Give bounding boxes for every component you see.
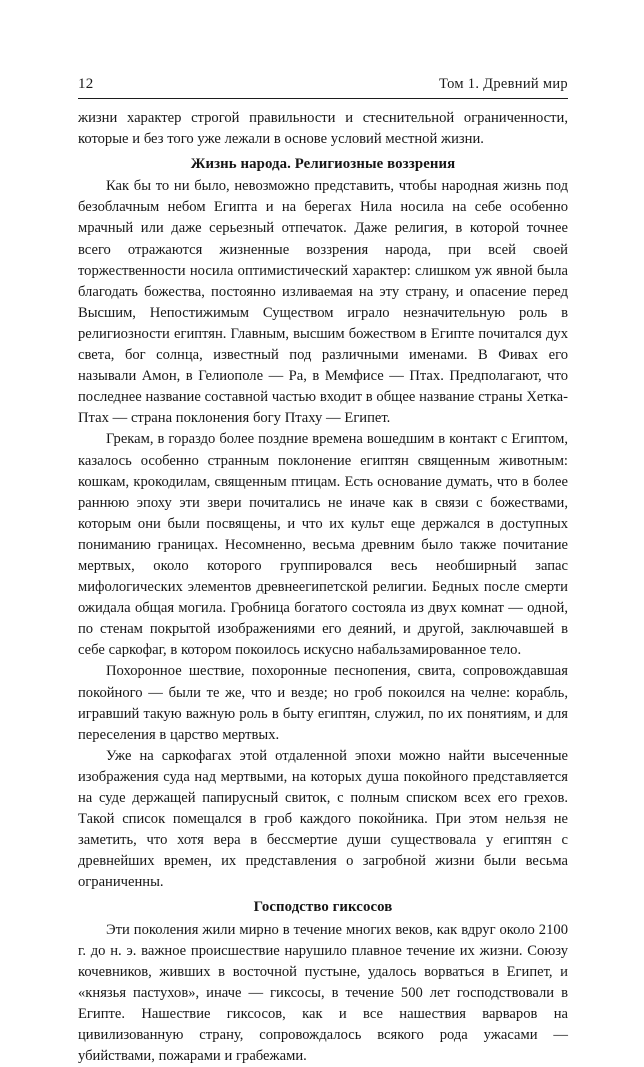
page-content	[78, 76, 568, 1067]
paragraph-uzhe-na-sarkofagah: Уже на саркофагах этой отдаленной эпохи можно найти высеченные изображения суда над мертвыми, на которых душа покойного представляется на суде держащей папирусный свиток, с полным списком всех его грехов. Такой список помещался в гроб каждого покойника. При этом нельзя не заметить, что хотя вера в бессмертие души существовала у египтян с древнейших времен, их представления о загробной жизни были весьма ограниченны.	[78, 747, 568, 891]
paragraph-kak-by-to-ni-bylo: Как бы то ни было, невозможно представить, чтобы народная жизнь под безоблачным небом Египта и на берегах Нила носила на себе особенно мрачный или даже серьезный отпечаток. Даже религия, в которой точнее всего отражаются жизненные воззрения народа, при всей своей торжественности носила оптимистический характер: слишком уж явной была благодать божества, постоянно изливаемая на эту страну, и опасение перед Высшим, Непостижимым Существом играло незначительную роль в религиозности египтян. Главным, высшим божеством в Египте почитался дух света, бог солнца, известный под различными именами. В Фивах его называли Амон, в Гелиополе — Ра, в Мемфисе — Птах. Предполагают, что последнее название составной частью входит в общее название страны Хетка-Птах — страна поклонения богу Птаху — Египет.	[78, 178, 568, 427]
paragraph-eti-pokoleniya: Эти поколения жили мирно в течение многих веков, как вдруг около 2100 г. до н. э. важное происшествие нарушило плавное течение их жизни. Союзу кочевников, живших в восточной пустыне, удалось ворваться в Египет, и «князья пастухов», иначе — гиксосы, в течение 500 лет господствовали в Египте. Нашествие гиксосов, как и все нашествия варваров на цивилизованную страну, сопровождалось всякого рода ужасами — убийствами, пожарами и грабежами.	[78, 921, 568, 1065]
heading-zhizn-naroda: Жизнь народа. Религиозные воззрения	[190, 156, 456, 173]
body-text	[78, 108, 568, 1067]
heading-gospodstvo-giksosov: Господство гиксосов	[253, 899, 393, 916]
running-header	[78, 76, 568, 98]
paragraph-grekam: Грекам, в гораздо более поздние времена вошедшим в контакт с Египтом, казалось особенно странным поклонение египтян священным животным: кошкам, крокодилам, священным птицам. Есть основание думать, что в более раннюю эпоху эти звери почитались не иначе как в связи с божествами, которым они были посвящены, и что их культ еще держался в доступных пониманию границах. Несомненно, весьма древним было также почитание мертвых, около которого группировался весь необширный запас мифологических элементов древнеегипетской религии. Бедных после смерти ожидала общая могила. Гробница богатого состояла из двух комнат — одной, по стенам покрытой изображениями его деяний, и другой, заключавшей в себе саркофаг, в котором покоилось искусно набальзамированное тело.	[78, 431, 568, 659]
page-number: 12	[78, 76, 94, 92]
header-rule	[78, 98, 568, 99]
paragraph-continued-from-previous-page: жизни характер строгой правильности и стеснительной ограниченности, которые и без того уже лежали в основе условий местной жизни.	[78, 110, 568, 148]
running-title: Том 1. Древний мир	[439, 76, 568, 92]
paragraph-pohoronnoe-shestvie: Похоронное шествие, похоронные песнопения, свита, сопровождавшая покойного — были те же, что и везде; но гроб покоился на челне: корабль, игравший такую важную роль в быту египтян, служил, по их понятиям, и для переселения в царство мертвых.	[78, 663, 568, 743]
